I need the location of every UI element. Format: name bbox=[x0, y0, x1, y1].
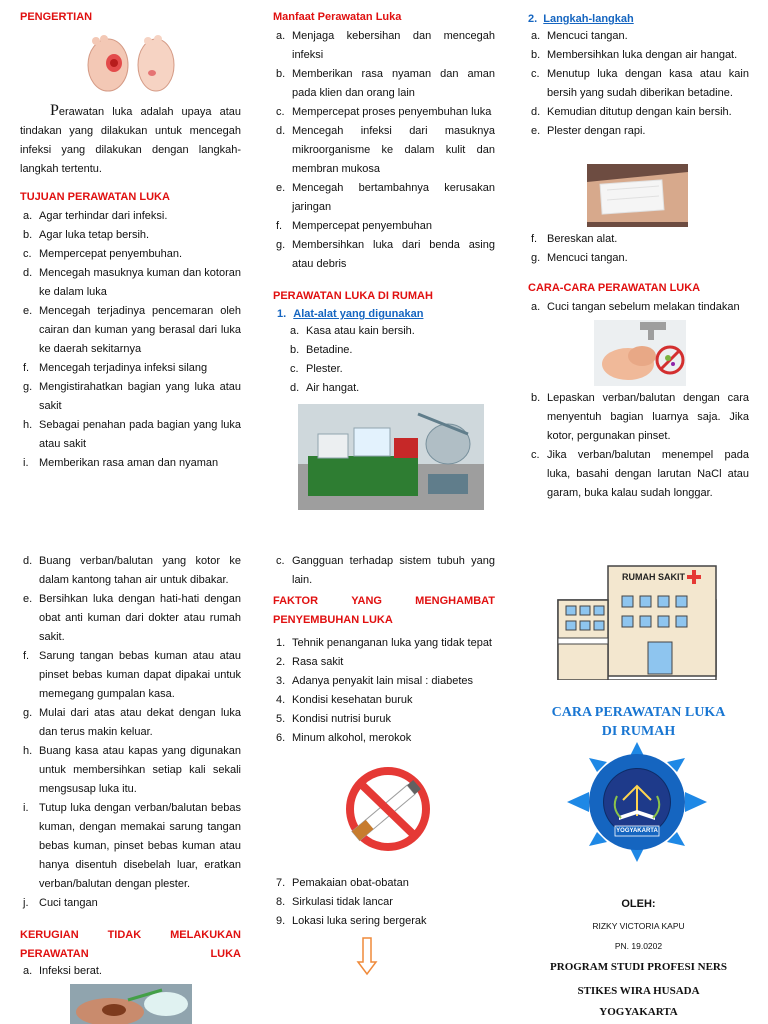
list-item bbox=[20, 799, 241, 894]
list-item-text: Minum alkohol, merokok bbox=[292, 732, 412, 744]
kerugian-list bbox=[20, 962, 241, 981]
list-item-text: Sebagai penahan pada bagian yang luka atau sakit bbox=[39, 419, 241, 450]
list-item bbox=[273, 691, 495, 710]
list-item-text: Menjaga kebersihan dan mencegah infeksi bbox=[292, 30, 495, 61]
list-item bbox=[287, 341, 495, 360]
list-item bbox=[273, 729, 495, 748]
manfaat-list bbox=[273, 27, 495, 274]
list-item-text: Rasa sakit bbox=[292, 656, 344, 668]
cara-list-continued bbox=[528, 389, 749, 503]
cara-list bbox=[528, 298, 749, 317]
list-item bbox=[273, 912, 495, 931]
list-item bbox=[528, 103, 749, 122]
school-name: STIKES WIRA HUSADA bbox=[577, 985, 700, 997]
list-item-text: Plester. bbox=[306, 363, 343, 375]
cara-list-2 bbox=[528, 389, 749, 503]
list-item-text: Agar terhindar dari infeksi. bbox=[39, 210, 168, 222]
list-marker: 7. bbox=[276, 877, 286, 889]
list-item-text: Betadine. bbox=[306, 344, 353, 356]
list-marker: b. bbox=[290, 344, 300, 356]
list-marker: 4. bbox=[276, 694, 286, 706]
list-item-text: Kemudian ditutup dengan kain bersih. bbox=[547, 106, 732, 118]
list-item-text: Infeksi berat. bbox=[39, 965, 102, 977]
list-item-text: Bersihkan luka dengan hati-hati dengan obat anti kuman dari dokter atau rumah sakit. bbox=[39, 593, 241, 643]
list-marker: a. bbox=[276, 30, 286, 42]
list-item bbox=[273, 27, 495, 65]
list-item bbox=[528, 27, 749, 46]
foot-icon bbox=[78, 33, 186, 95]
pengertian-section bbox=[20, 11, 241, 27]
cover-title-line2: DI RUMAH bbox=[601, 724, 676, 739]
no-smoking-icon bbox=[340, 765, 436, 853]
list-item bbox=[20, 704, 241, 742]
alat-heading: Alat-alat yang digunakan bbox=[293, 308, 424, 320]
list-item bbox=[20, 264, 241, 302]
gangguan-section bbox=[273, 552, 495, 590]
alat-number: 1. bbox=[277, 308, 287, 320]
handwash-icon bbox=[594, 320, 686, 386]
list-marker: h. bbox=[23, 745, 33, 757]
list-item-text: Jika verban/balutan menempel pada luka, basahi dengan larutan NaCl atau garam, buka kalau sudah longgar. bbox=[547, 449, 749, 499]
list-item bbox=[273, 65, 495, 103]
faktor-section bbox=[273, 592, 495, 748]
list-marker: c. bbox=[276, 555, 285, 567]
infected-hand-photo bbox=[70, 984, 192, 1024]
tujuan-list bbox=[20, 207, 241, 473]
faktor-heading-line1: FAKTOR YANG MENGHAMBAT bbox=[273, 595, 495, 607]
gangguan-list bbox=[273, 552, 495, 590]
list-item-text: Air hangat. bbox=[306, 382, 360, 394]
list-marker: e. bbox=[531, 125, 541, 137]
list-item-text: Mencegah masuknya kuman dan kotoran ke dalam luka bbox=[39, 267, 241, 298]
list-marker: f. bbox=[531, 233, 538, 245]
list-item bbox=[20, 378, 241, 416]
cover-title-line1: CARA PERAWATAN LUKA bbox=[551, 705, 726, 720]
list-item bbox=[528, 46, 749, 65]
rumah-heading: PERAWATAN LUKA DI RUMAH bbox=[273, 290, 433, 302]
list-item-text: Agar luka tetap bersih. bbox=[39, 229, 150, 241]
faktor-list-2 bbox=[273, 874, 495, 931]
list-item bbox=[20, 552, 241, 590]
bandage-icon bbox=[587, 164, 688, 227]
list-item-text: Tutup luka dengan verban/balutan bebas kuman, dengan memakai sarung tangan bebas kuman, pinset bebas kuman atau hanya disentuh disebelah luar, eratkan verban/balutan dengan plester. bbox=[39, 802, 241, 890]
list-item bbox=[528, 230, 749, 249]
list-item-text: Mencuci tangan. bbox=[547, 252, 628, 264]
list-marker: c. bbox=[531, 449, 540, 461]
list-item bbox=[20, 894, 241, 913]
list-item bbox=[273, 672, 495, 691]
list-item bbox=[273, 653, 495, 672]
list-marker: b. bbox=[531, 49, 541, 61]
pengertian-heading: PENGERTIAN bbox=[20, 11, 93, 23]
list-item bbox=[273, 634, 495, 653]
list-item bbox=[287, 360, 495, 379]
list-item bbox=[20, 647, 241, 704]
list-marker: a. bbox=[531, 30, 541, 42]
list-marker: e. bbox=[23, 305, 33, 317]
list-item bbox=[287, 322, 495, 341]
list-item-text: Pemakaian obat-obatan bbox=[292, 877, 409, 889]
list-marker: 3. bbox=[276, 675, 286, 687]
list-marker: b. bbox=[531, 392, 541, 404]
list-item bbox=[273, 236, 495, 274]
list-item-text: Bereskan alat. bbox=[547, 233, 618, 245]
cara-heading: CARA-CARA PERAWATAN LUKA bbox=[528, 282, 701, 294]
list-marker: g. bbox=[23, 707, 33, 719]
list-marker: f. bbox=[23, 362, 30, 374]
list-marker: j. bbox=[23, 897, 29, 909]
kerugian-section bbox=[20, 926, 241, 964]
stikes-logo-icon bbox=[562, 742, 712, 862]
list-marker: a. bbox=[23, 965, 33, 977]
list-marker: a. bbox=[290, 325, 300, 337]
kerugian-heading bbox=[20, 926, 241, 964]
list-item bbox=[273, 217, 495, 236]
list-marker: 6. bbox=[276, 732, 286, 744]
list-item-text: Buang kasa atau kapas yang digunakan untuk membersihkan setiap kali sekali mengsusap luka itu. bbox=[39, 745, 241, 795]
langkah-number: 2. bbox=[528, 13, 538, 25]
tujuan-heading: TUJUAN PERAWATAN LUKA bbox=[20, 191, 170, 203]
down-arrow bbox=[356, 936, 378, 976]
list-item bbox=[528, 65, 749, 103]
list-marker: c. bbox=[23, 248, 32, 260]
list-item-text: Mempercepat penyembuhan. bbox=[39, 248, 183, 260]
langkah-subheading bbox=[528, 11, 749, 27]
list-item-text: Mulai dari atas atau dekat dengan luka dan terus makin keluar. bbox=[39, 707, 241, 738]
list-marker: 1. bbox=[276, 637, 286, 649]
tujuan-section bbox=[20, 191, 241, 473]
list-marker: a. bbox=[23, 210, 33, 222]
langkah-section bbox=[528, 11, 749, 141]
list-item bbox=[20, 454, 241, 473]
list-marker: c. bbox=[290, 363, 299, 375]
list-item bbox=[528, 122, 749, 141]
faktor-list-continued bbox=[273, 874, 495, 931]
list-item-text: Buang verban/balutan yang kotor ke dalam kantong tahan air untuk dibakar. bbox=[39, 555, 241, 586]
list-item bbox=[273, 122, 495, 179]
oleh-label: OLEH: bbox=[621, 898, 656, 910]
list-item bbox=[20, 207, 241, 226]
list-item-text: Membersihkan luka dari benda asing atau debris bbox=[292, 239, 495, 270]
list-item bbox=[20, 226, 241, 245]
langkah-list-continued bbox=[528, 230, 749, 268]
langkah-heading: Langkah-langkah bbox=[543, 13, 634, 25]
list-item-text: Adanya penyakit lain misal : diabetes bbox=[292, 675, 473, 687]
list-item-text: Mempercepat proses penyembuhan luka bbox=[292, 106, 492, 118]
list-item bbox=[20, 302, 241, 359]
manfaat-section bbox=[273, 11, 495, 274]
pengertian-body: erawatan luka adalah upaya atau tindakan yang dilakukan untuk mencegah infeksi yang dilakukan dengan langkah-langkah tertentu. bbox=[20, 106, 241, 175]
list-item bbox=[20, 416, 241, 454]
list-item-text: Lokasi luka sering bergerak bbox=[292, 915, 427, 927]
list-item-text: Mencegah terjadinya infeksi silang bbox=[39, 362, 208, 374]
alat-list bbox=[287, 322, 495, 398]
list-item-text: Memberikan rasa aman dan nyaman bbox=[39, 457, 219, 469]
list-marker: d. bbox=[276, 125, 286, 137]
school-logo bbox=[562, 742, 712, 862]
list-item-text: Sirkulasi tidak lancar bbox=[292, 896, 393, 908]
list-marker: 8. bbox=[276, 896, 286, 908]
list-marker: i. bbox=[23, 802, 29, 814]
list-item-text: Sarung tangan bebas kuman atau atau pinset bebas kuman dapat dipakai untuk memegang gumpalan kasa. bbox=[39, 650, 241, 700]
list-marker: d. bbox=[23, 555, 33, 567]
list-marker: d. bbox=[531, 106, 541, 118]
list-item-text: Mencegah terjadinya pencemaran oleh cairan dan kuman yang berasal dari luka ke daerah sekitarnya bbox=[39, 305, 241, 355]
list-marker: c. bbox=[531, 68, 540, 80]
list-marker: 5. bbox=[276, 713, 286, 725]
list-item bbox=[20, 742, 241, 799]
list-item bbox=[20, 359, 241, 378]
list-marker: g. bbox=[23, 381, 33, 393]
list-item bbox=[273, 710, 495, 729]
list-item-text: Menutup luka dengan kasa atau kain bersih yang sudah diberikan betadine. bbox=[547, 68, 749, 99]
list-marker: f. bbox=[23, 650, 30, 662]
list-item bbox=[20, 962, 241, 981]
list-marker: 9. bbox=[276, 915, 286, 927]
handwashing-photo bbox=[594, 320, 686, 386]
list-item bbox=[273, 179, 495, 217]
list-marker: b. bbox=[276, 68, 286, 80]
list-marker: b. bbox=[23, 229, 33, 241]
logo-city-label: YOGYAKARTA bbox=[616, 828, 658, 834]
list-item-text: Kondisi kesehatan buruk bbox=[292, 694, 413, 706]
list-marker: e. bbox=[23, 593, 33, 605]
list-marker: f. bbox=[276, 220, 283, 232]
author-name: RIZKY VICTORIA KAPU bbox=[592, 921, 685, 931]
list-item-text: Membersihkan luka dengan air hangat. bbox=[547, 49, 738, 61]
infected-hand-icon bbox=[70, 984, 192, 1024]
langkah-list bbox=[528, 27, 749, 141]
list-item bbox=[528, 446, 749, 503]
cover-title bbox=[528, 703, 749, 741]
list-marker: i. bbox=[23, 457, 29, 469]
list-marker: d. bbox=[290, 382, 300, 394]
list-marker: g. bbox=[276, 239, 286, 251]
list-marker: d. bbox=[23, 267, 33, 279]
list-item-text: Tehnik penanganan luka yang tidak tepat bbox=[292, 637, 492, 649]
bandaged-arm-photo bbox=[587, 164, 688, 227]
list-item-text: Kasa atau kain bersih. bbox=[306, 325, 415, 337]
kerugian-list-wrap bbox=[20, 962, 241, 981]
list-marker: h. bbox=[23, 419, 33, 431]
manfaat-heading: Manfaat Perawatan Luka bbox=[273, 11, 402, 23]
cara-section bbox=[528, 282, 749, 317]
list-item-text: Mengistirahatkan bagian yang luka atau sakit bbox=[39, 381, 241, 412]
no-smoking-sign bbox=[340, 765, 436, 853]
list-item bbox=[287, 379, 495, 398]
list-marker: c. bbox=[276, 106, 285, 118]
list-item-text: Cuci tangan bbox=[39, 897, 98, 909]
list-item bbox=[273, 103, 495, 122]
hospital-sign: RUMAH SAKIT bbox=[622, 572, 685, 582]
list-item-text: Mencegah bertambahnya kerusakan jaringan bbox=[292, 182, 495, 213]
list-item bbox=[20, 590, 241, 647]
list-item bbox=[273, 893, 495, 912]
kerugian-heading-text: KERUGIAN TIDAK MELAKUKAN PERAWATAN LUKA bbox=[20, 929, 241, 960]
list-item-text: Gangguan terhadap sistem tubuh yang lain. bbox=[292, 555, 495, 586]
rumah-section bbox=[273, 290, 495, 398]
list-item-text: Lepaskan verban/balutan dengan cara menyentuh bagian luarnya saja. Jika kotor, pergunakan pinset. bbox=[547, 392, 749, 442]
list-item bbox=[273, 874, 495, 893]
pengertian-text bbox=[20, 101, 241, 179]
lanjutan-section bbox=[20, 552, 241, 913]
faktor-heading bbox=[273, 592, 495, 630]
foot-wound-illustration bbox=[78, 33, 186, 95]
list-item-text: Memberikan rasa nyaman dan aman pada klien dan orang lain bbox=[292, 68, 495, 99]
arrow-down-icon bbox=[356, 936, 378, 976]
list-item-text: Mempercepat penyembuhan bbox=[292, 220, 433, 232]
author-pn: PN. 19.0202 bbox=[614, 941, 663, 951]
tools-tray-icon bbox=[298, 404, 484, 510]
list-item bbox=[20, 245, 241, 264]
list-marker: a. bbox=[531, 301, 541, 313]
list-item bbox=[528, 298, 749, 317]
list-item-text: Mencegah infeksi dari masuknya mikroorganisme ke dalam kulit dan membran mukosa bbox=[292, 125, 495, 175]
list-item bbox=[273, 552, 495, 590]
faktor-list bbox=[273, 634, 495, 748]
list-marker: g. bbox=[531, 252, 541, 264]
faktor-heading-line2: PENYEMBUHAN LUKA bbox=[273, 614, 393, 626]
hospital-illustration bbox=[556, 564, 718, 680]
list-item bbox=[528, 249, 749, 268]
list-item bbox=[528, 389, 749, 446]
list-item-text: Kondisi nutrisi buruk bbox=[292, 713, 392, 725]
list-item-text: Cuci tangan sebelum melakan tindakan bbox=[547, 301, 740, 313]
lanjutan-list bbox=[20, 552, 241, 913]
city-name: YOGYAKARTA bbox=[599, 1006, 678, 1018]
list-item-text: Mencuci tangan. bbox=[547, 30, 628, 42]
list-marker: 2. bbox=[276, 656, 286, 668]
wound-care-tools-photo bbox=[298, 404, 484, 510]
alat-subheading bbox=[277, 306, 495, 322]
dropcap-letter: P bbox=[50, 102, 59, 119]
langkah-list-2 bbox=[528, 230, 749, 268]
program-name: PROGRAM STUDI PROFESI NERS bbox=[550, 961, 727, 973]
list-marker: e. bbox=[276, 182, 286, 194]
list-item-text: Plester dengan rapi. bbox=[547, 125, 646, 137]
